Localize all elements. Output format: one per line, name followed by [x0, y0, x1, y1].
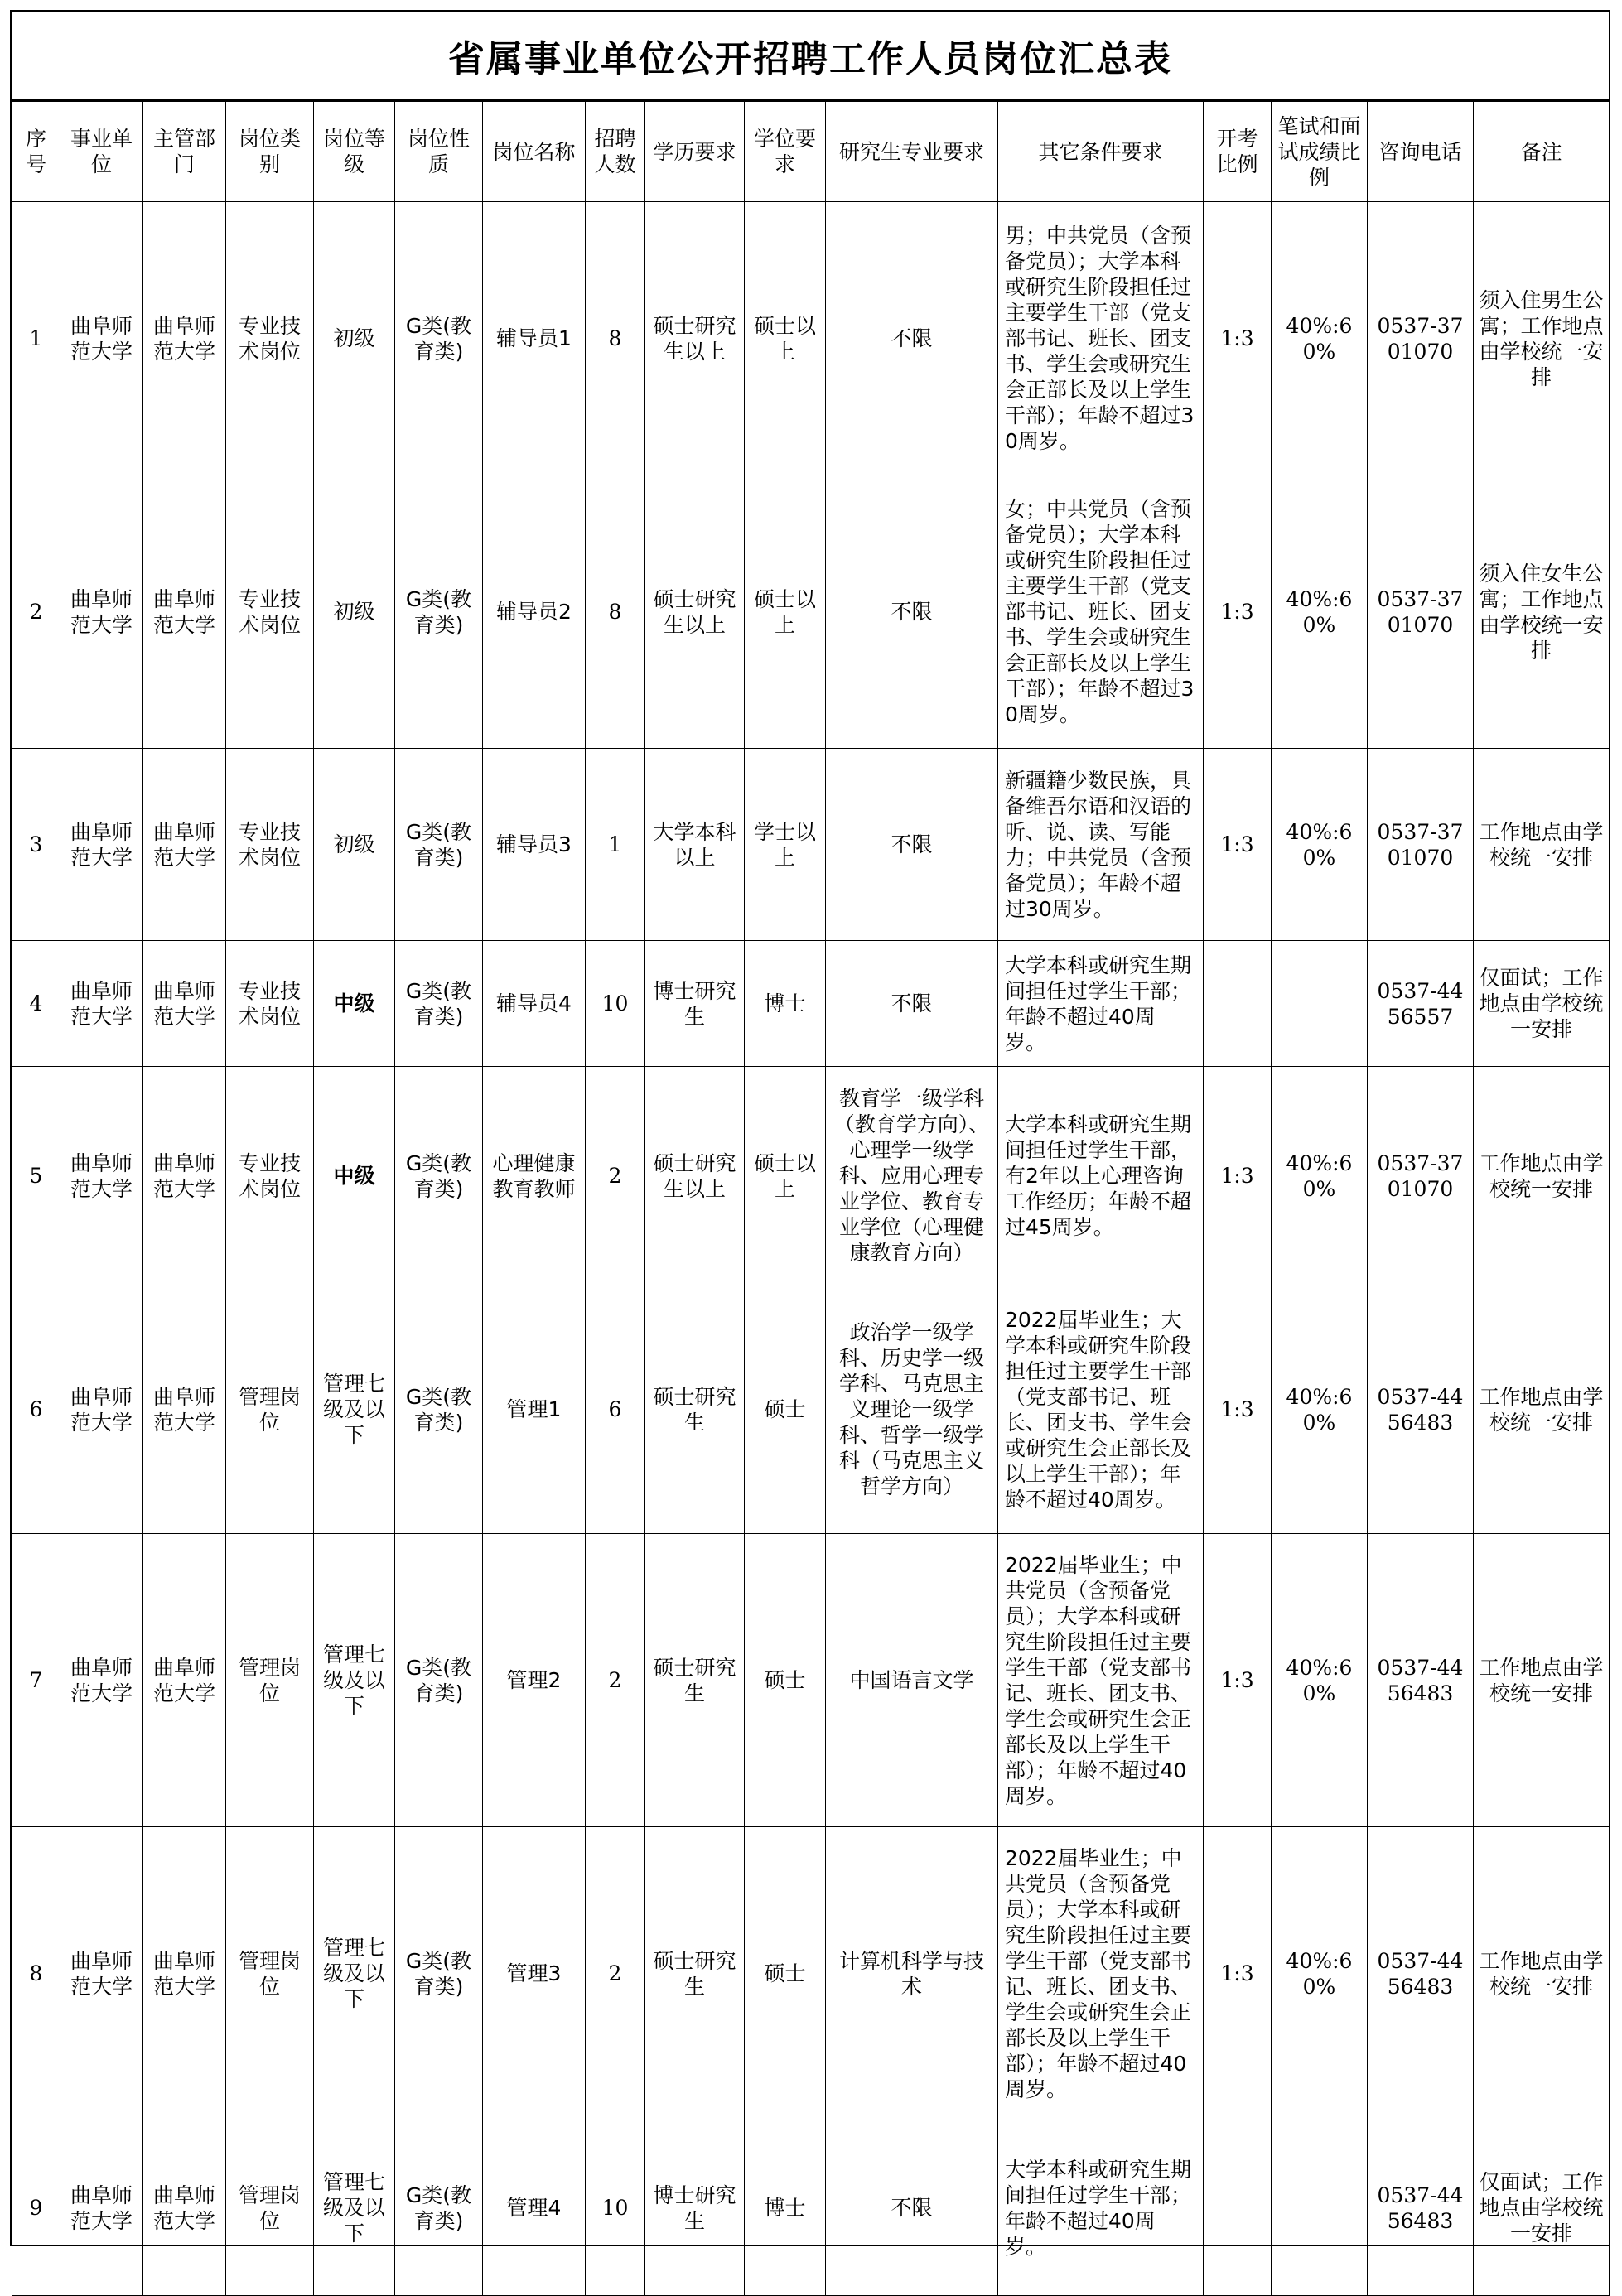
dept-cell: 曲阜师范大学 [143, 475, 226, 749]
post-type-cell: 管理岗位 [226, 1534, 314, 1827]
remark-cell: 工作地点由学校统一安排 [1474, 1534, 1610, 1827]
degree-cell: 硕士以上 [745, 475, 826, 749]
table-row [12, 2120, 1610, 2296]
nature-cell: G类(教育类) [395, 941, 483, 1067]
remark-cell: 须入住女生公寓；工作地点由学校统一安排 [1474, 475, 1610, 749]
ratio-cell: 1:3 [1204, 475, 1272, 749]
phone-cell: 0537-4456557 [1368, 941, 1474, 1067]
major-cell: 不限 [826, 202, 998, 475]
score-ratio-cell: 40%:60% [1272, 1067, 1368, 1285]
degree-cell: 博士 [745, 941, 826, 1067]
header-conditions: 其它条件要求 [998, 102, 1204, 202]
header-remark: 备注 [1474, 102, 1610, 202]
post-type-cell: 管理岗位 [226, 1285, 314, 1534]
remark-cell: 须入住男生公寓；工作地点由学校统一安排 [1474, 202, 1610, 475]
ratio-cell: 1:3 [1204, 1285, 1272, 1534]
seq-cell: 6 [12, 1285, 60, 1534]
table-row [12, 1067, 1610, 1285]
conditions-cell: 2022届毕业生；中共党员（含预备党员）；大学本科或研究生阶段担任过主要学生干部（党支部书记、班长、团支书、学生会或研究生会正部长及以上学生干部）；年龄不超过40周岁。 [998, 1827, 1204, 2120]
score-ratio-cell [1272, 2120, 1368, 2296]
remark-cell: 工作地点由学校统一安排 [1474, 1827, 1610, 2120]
nature-cell: G类(教育类) [395, 1534, 483, 1827]
post-type-cell: 专业技术岗位 [226, 475, 314, 749]
nature-cell: G类(教育类) [395, 1067, 483, 1285]
phone-cell: 0537-3701070 [1368, 1067, 1474, 1285]
header-dept: 主管部门 [143, 102, 226, 202]
unit-cell: 曲阜师范大学 [60, 475, 143, 749]
table-row [12, 749, 1610, 941]
table-row [12, 202, 1610, 475]
degree-cell: 硕士 [745, 1534, 826, 1827]
phone-cell: 0537-4456483 [1368, 1534, 1474, 1827]
education-cell: 硕士研究生以上 [645, 475, 745, 749]
phone-cell: 0537-3701070 [1368, 475, 1474, 749]
count-cell: 8 [586, 202, 645, 475]
score-ratio-cell: 40%:60% [1272, 749, 1368, 941]
seq-cell: 5 [12, 1067, 60, 1285]
header-grade: 岗位等级 [314, 102, 395, 202]
conditions-cell: 新疆籍少数民族，具备维吾尔语和汉语的听、说、读、写能力；中共党员（含预备党员）；年龄不超过30周岁。 [998, 749, 1204, 941]
post-name-cell: 管理4 [483, 2120, 586, 2296]
table-row [12, 475, 1610, 749]
table-row [12, 941, 1610, 1067]
conditions-cell: 大学本科或研究生期间担任过学生干部；年龄不超过40周岁。 [998, 941, 1204, 1067]
header-row [12, 102, 1610, 202]
major-cell: 计算机科学与技术 [826, 1827, 998, 2120]
count-cell: 10 [586, 941, 645, 1067]
count-cell: 2 [586, 1534, 645, 1827]
unit-cell: 曲阜师范大学 [60, 1534, 143, 1827]
table-row [12, 1285, 1610, 1534]
unit-cell: 曲阜师范大学 [60, 749, 143, 941]
major-cell: 政治学一级学科、历史学一级学科、马克思主义理论一级学科、哲学一级学科（马克思主义哲学方向） [826, 1285, 998, 1534]
nature-cell: G类(教育类) [395, 1827, 483, 2120]
header-post-type: 岗位类别 [226, 102, 314, 202]
post-type-cell: 专业技术岗位 [226, 941, 314, 1067]
degree-cell: 学士以上 [745, 749, 826, 941]
table-body [12, 202, 1610, 2296]
major-cell: 不限 [826, 475, 998, 749]
phone-cell: 0537-4456483 [1368, 1285, 1474, 1534]
unit-cell: 曲阜师范大学 [60, 2120, 143, 2296]
grade-cell: 中级 [314, 1067, 395, 1285]
remark-cell: 仅面试；工作地点由学校统一安排 [1474, 941, 1610, 1067]
post-type-cell: 专业技术岗位 [226, 1067, 314, 1285]
score-ratio-cell: 40%:60% [1272, 1285, 1368, 1534]
nature-cell: G类(教育类) [395, 202, 483, 475]
degree-cell: 博士 [745, 2120, 826, 2296]
table-row [12, 1827, 1610, 2120]
conditions-cell: 大学本科或研究生期间担任过学生干部；年龄不超过40周岁。 [998, 2120, 1204, 2296]
remark-cell: 仅面试；工作地点由学校统一安排 [1474, 2120, 1610, 2296]
ratio-cell [1204, 941, 1272, 1067]
dept-cell: 曲阜师范大学 [143, 1285, 226, 1534]
dept-cell: 曲阜师范大学 [143, 1067, 226, 1285]
post-type-cell: 管理岗位 [226, 1827, 314, 2120]
count-cell: 2 [586, 1067, 645, 1285]
header-unit: 事业单位 [60, 102, 143, 202]
grade-cell: 初级 [314, 202, 395, 475]
header-phone: 咨询电话 [1368, 102, 1474, 202]
count-cell: 8 [586, 475, 645, 749]
major-cell: 不限 [826, 941, 998, 1067]
conditions-cell: 大学本科或研究生期间担任过学生干部，有2年以上心理咨询工作经历；年龄不超过45周岁。 [998, 1067, 1204, 1285]
ratio-cell: 1:3 [1204, 1534, 1272, 1827]
nature-cell: G类(教育类) [395, 749, 483, 941]
conditions-cell: 男；中共党员（含预备党员）；大学本科或研究生阶段担任过主要学生干部（党支部书记、班长、团支书、学生会或研究生会正部长及以上学生干部）；年龄不超过30周岁。 [998, 202, 1204, 475]
score-ratio-cell [1272, 941, 1368, 1067]
degree-cell: 硕士 [745, 1285, 826, 1534]
header-count: 招聘人数 [586, 102, 645, 202]
major-cell: 中国语言文学 [826, 1534, 998, 1827]
header-degree: 学位要求 [745, 102, 826, 202]
grade-cell: 中级 [314, 941, 395, 1067]
post-name-cell: 管理3 [483, 1827, 586, 2120]
seq-cell: 9 [12, 2120, 60, 2296]
major-cell: 不限 [826, 749, 998, 941]
table-row [12, 1534, 1610, 1827]
education-cell: 博士研究生 [645, 941, 745, 1067]
post-name-cell: 辅导员4 [483, 941, 586, 1067]
remark-cell: 工作地点由学校统一安排 [1474, 749, 1610, 941]
post-name-cell: 心理健康教育教师 [483, 1067, 586, 1285]
conditions-cell: 2022届毕业生；大学本科或研究生阶段担任过主要学生干部（党支部书记、班长、团支书、学生会或研究生会正部长及以上学生干部）；年龄不超过40周岁。 [998, 1285, 1204, 1534]
unit-cell: 曲阜师范大学 [60, 1285, 143, 1534]
grade-cell: 初级 [314, 475, 395, 749]
header-score-ratio: 笔试和面试成绩比例 [1272, 102, 1368, 202]
header-post-name: 岗位名称 [483, 102, 586, 202]
conditions-cell: 2022届毕业生；中共党员（含预备党员）；大学本科或研究生阶段担任过主要学生干部（党支部书记、班长、团支书、学生会或研究生会正部长及以上学生干部）；年龄不超过40周岁。 [998, 1534, 1204, 1827]
header-education: 学历要求 [645, 102, 745, 202]
education-cell: 硕士研究生 [645, 1285, 745, 1534]
ratio-cell: 1:3 [1204, 749, 1272, 941]
dept-cell: 曲阜师范大学 [143, 1534, 226, 1827]
education-cell: 博士研究生 [645, 2120, 745, 2296]
page-title: 省属事业单位公开招聘工作人员岗位汇总表 [12, 12, 1609, 101]
header-ratio: 开考比例 [1204, 102, 1272, 202]
unit-cell: 曲阜师范大学 [60, 941, 143, 1067]
dept-cell: 曲阜师范大学 [143, 749, 226, 941]
ratio-cell: 1:3 [1204, 202, 1272, 475]
count-cell: 1 [586, 749, 645, 941]
unit-cell: 曲阜师范大学 [60, 1067, 143, 1285]
degree-cell: 硕士以上 [745, 1067, 826, 1285]
score-ratio-cell: 40%:60% [1272, 1827, 1368, 2120]
post-type-cell: 专业技术岗位 [226, 749, 314, 941]
score-ratio-cell: 40%:60% [1272, 202, 1368, 475]
unit-cell: 曲阜师范大学 [60, 202, 143, 475]
ratio-cell [1204, 2120, 1272, 2296]
positions-table [12, 101, 1610, 2296]
seq-cell: 7 [12, 1534, 60, 1827]
score-ratio-cell: 40%:60% [1272, 475, 1368, 749]
grade-cell: 管理七级及以下 [314, 1285, 395, 1534]
seq-cell: 4 [12, 941, 60, 1067]
header-nature: 岗位性质 [395, 102, 483, 202]
count-cell: 2 [586, 1827, 645, 2120]
nature-cell: G类(教育类) [395, 1285, 483, 1534]
ratio-cell: 1:3 [1204, 1067, 1272, 1285]
post-name-cell: 辅导员1 [483, 202, 586, 475]
conditions-cell: 女；中共党员（含预备党员）；大学本科或研究生阶段担任过主要学生干部（党支部书记、班长、团支书、学生会或研究生会正部长及以上学生干部）；年龄不超过30周岁。 [998, 475, 1204, 749]
degree-cell: 硕士以上 [745, 202, 826, 475]
seq-cell: 8 [12, 1827, 60, 2120]
recruitment-sheet [10, 10, 1610, 2259]
unit-cell: 曲阜师范大学 [60, 1827, 143, 2120]
degree-cell: 硕士 [745, 1827, 826, 2120]
score-ratio-cell: 40%:60% [1272, 1534, 1368, 1827]
post-type-cell: 管理岗位 [226, 2120, 314, 2296]
post-type-cell: 专业技术岗位 [226, 202, 314, 475]
remark-cell: 工作地点由学校统一安排 [1474, 1285, 1610, 1534]
phone-cell: 0537-4456483 [1368, 1827, 1474, 2120]
phone-cell: 0537-4456483 [1368, 2120, 1474, 2296]
phone-cell: 0537-3701070 [1368, 202, 1474, 475]
seq-cell: 3 [12, 749, 60, 941]
dept-cell: 曲阜师范大学 [143, 202, 226, 475]
grade-cell: 初级 [314, 749, 395, 941]
count-cell: 10 [586, 2120, 645, 2296]
dept-cell: 曲阜师范大学 [143, 1827, 226, 2120]
header-seq: 序号 [12, 102, 60, 202]
nature-cell: G类(教育类) [395, 475, 483, 749]
remark-cell: 工作地点由学校统一安排 [1474, 1067, 1610, 1285]
grade-cell: 管理七级及以下 [314, 1827, 395, 2120]
header-major: 研究生专业要求 [826, 102, 998, 202]
seq-cell: 2 [12, 475, 60, 749]
ratio-cell: 1:3 [1204, 1827, 1272, 2120]
major-cell: 不限 [826, 2120, 998, 2296]
count-cell: 6 [586, 1285, 645, 1534]
seq-cell: 1 [12, 202, 60, 475]
post-name-cell: 管理1 [483, 1285, 586, 1534]
major-cell: 教育学一级学科（教育学方向）、心理学一级学科、应用心理专业学位、教育专业学位（心理健康教育方向） [826, 1067, 998, 1285]
education-cell: 硕士研究生以上 [645, 1067, 745, 1285]
education-cell: 硕士研究生 [645, 1827, 745, 2120]
post-name-cell: 管理2 [483, 1534, 586, 1827]
education-cell: 大学本科以上 [645, 749, 745, 941]
post-name-cell: 辅导员3 [483, 749, 586, 941]
grade-cell: 管理七级及以下 [314, 1534, 395, 1827]
education-cell: 硕士研究生 [645, 1534, 745, 1827]
post-name-cell: 辅导员2 [483, 475, 586, 749]
phone-cell: 0537-3701070 [1368, 749, 1474, 941]
dept-cell: 曲阜师范大学 [143, 941, 226, 1067]
dept-cell: 曲阜师范大学 [143, 2120, 226, 2296]
nature-cell: G类(教育类) [395, 2120, 483, 2296]
education-cell: 硕士研究生以上 [645, 202, 745, 475]
grade-cell: 管理七级及以下 [314, 2120, 395, 2296]
